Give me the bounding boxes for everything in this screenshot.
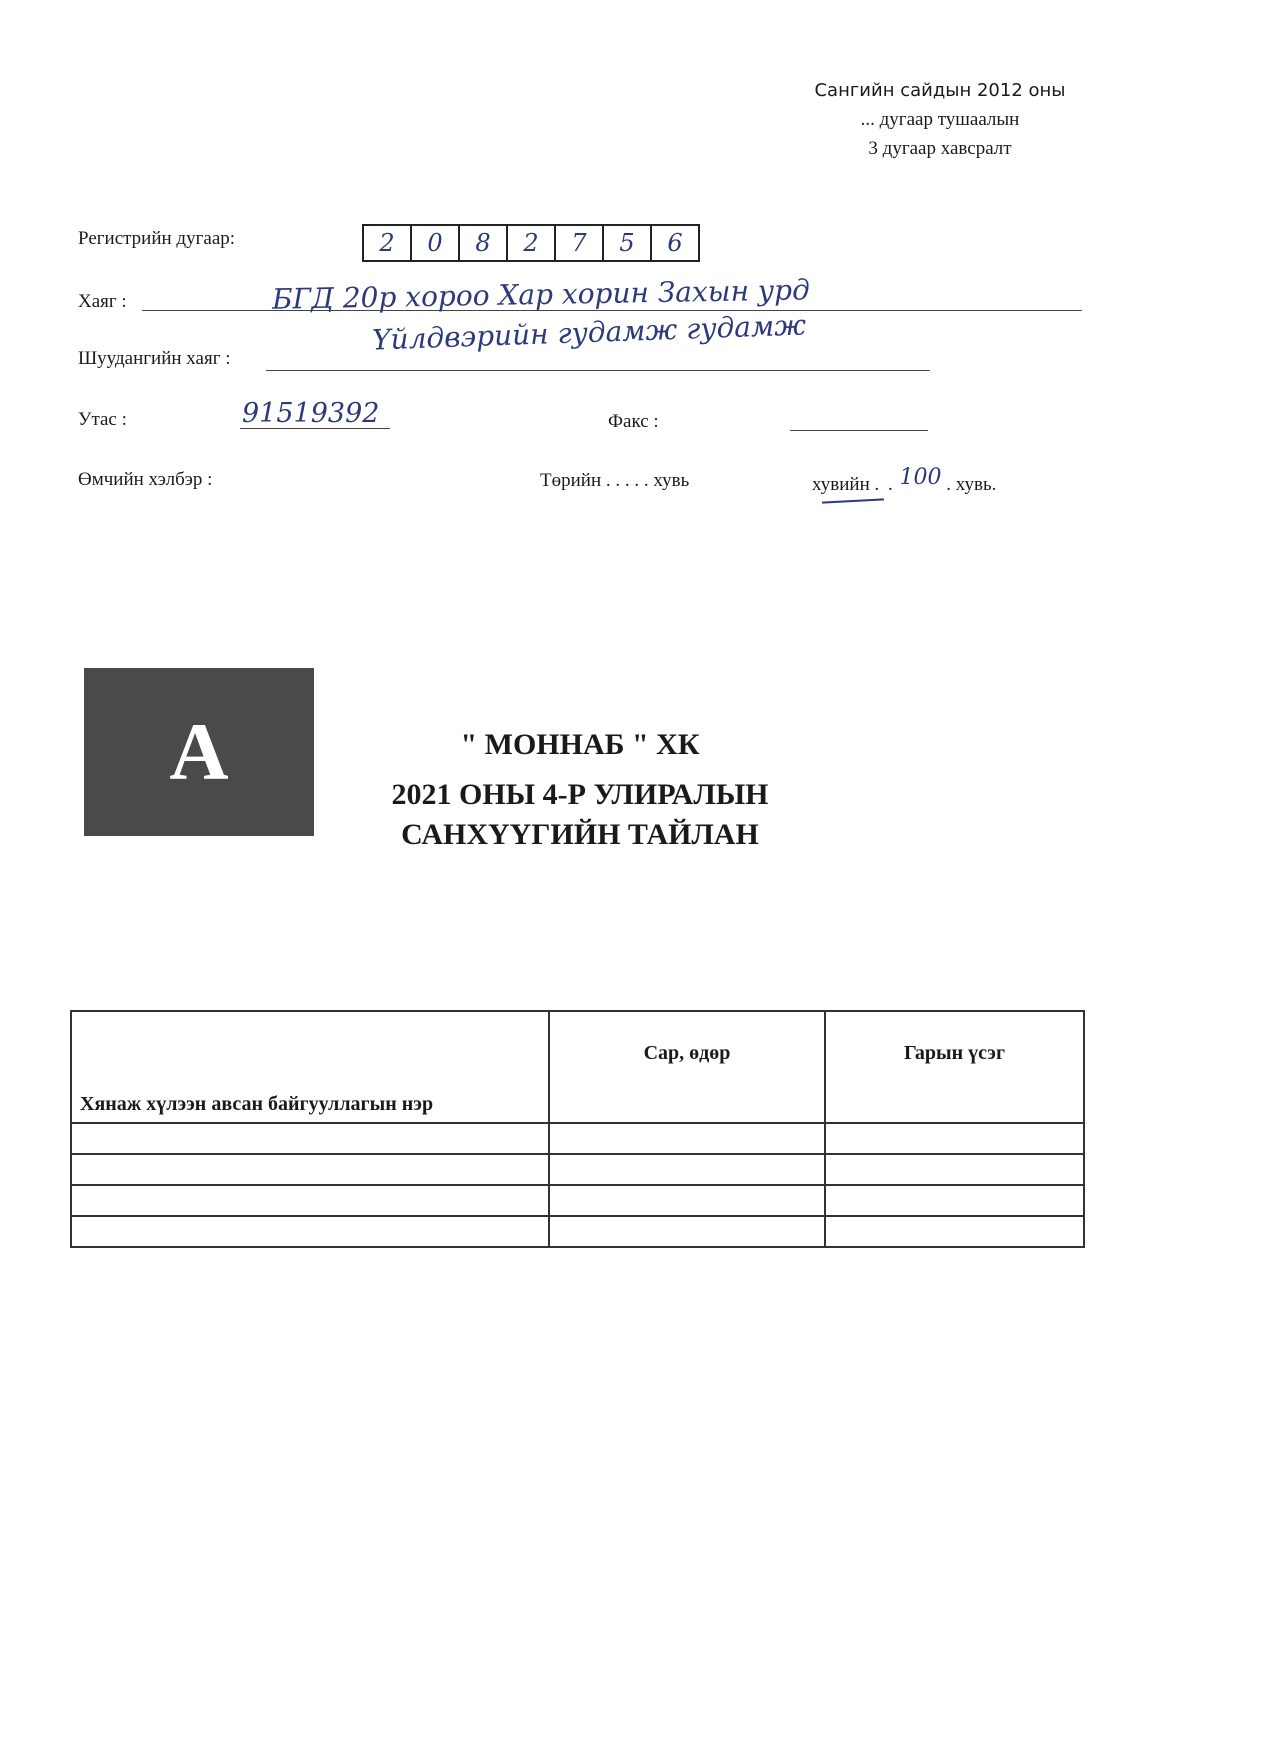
registration-digit-box: 0 bbox=[412, 226, 460, 260]
company-title: " МОННАБ " ХК bbox=[460, 728, 700, 761]
signature-cell bbox=[825, 1123, 1084, 1154]
address-value-line-1: БГД 20р хороо Хар хорин Захын урд bbox=[271, 273, 811, 316]
header-signature: Гарын үсэг bbox=[825, 1011, 1084, 1123]
ownership-private-suffix: . хувь. bbox=[946, 474, 997, 495]
report-type-title: САНХҮҮГИЙН ТАЙЛАН bbox=[401, 818, 759, 851]
report-badge bbox=[84, 668, 314, 836]
reviewer-cell bbox=[71, 1216, 549, 1247]
ownership-label: Өмчийн хэлбэр : bbox=[78, 469, 213, 490]
reviewer-cell bbox=[71, 1185, 549, 1216]
fax-label: Факс : bbox=[608, 411, 659, 432]
mail-address-underline bbox=[266, 370, 930, 371]
reviewer-cell bbox=[71, 1123, 549, 1154]
signature-cell bbox=[825, 1185, 1084, 1216]
header-date: Сар, өдөр bbox=[549, 1011, 825, 1123]
ownership-private-prefix: хувийн bbox=[812, 474, 870, 495]
date-cell bbox=[549, 1123, 825, 1154]
phone-value: 91519392 bbox=[242, 398, 380, 429]
fax-underline bbox=[790, 430, 928, 431]
order-line-1: Сангийн сайдын 2012 оны bbox=[814, 80, 1066, 101]
report-period-title: 2021 ОНЫ 4-Р УЛИРАЛЫН bbox=[391, 778, 769, 811]
registration-label: Регистрийн дугаар: bbox=[78, 228, 236, 249]
date-cell bbox=[549, 1154, 825, 1185]
date-cell bbox=[549, 1185, 825, 1216]
ownership-handwritten-stroke bbox=[822, 498, 884, 503]
review-table-header-row bbox=[71, 1011, 1084, 1123]
mail-address-label: Шуудангийн хаяг : bbox=[78, 348, 231, 369]
address-value-line-2: Үйлдвэрийн гудамж гудамж bbox=[371, 308, 807, 357]
address-label: Хаяг : bbox=[78, 291, 127, 312]
review-table bbox=[70, 1010, 1085, 1248]
reviewer-cell bbox=[71, 1154, 549, 1185]
registration-number-boxes bbox=[362, 224, 700, 262]
registration-digit-box: 2 bbox=[364, 226, 412, 260]
ownership-private-value: 100 bbox=[899, 465, 942, 490]
ownership-private-share: хувийн . . 100 . хувь. bbox=[812, 465, 997, 495]
registration-digit-box: 8 bbox=[460, 226, 508, 260]
report-badge-letter: А bbox=[169, 706, 229, 797]
ownership-state-share: Төрийн . . . . . хувь bbox=[540, 470, 690, 491]
table-row bbox=[71, 1216, 1084, 1247]
order-line-2: ... дугаар тушаалын bbox=[860, 109, 1020, 130]
table-row bbox=[71, 1185, 1084, 1216]
signature-cell bbox=[825, 1216, 1084, 1247]
order-annotation bbox=[790, 76, 1090, 163]
registration-digit-box: 5 bbox=[604, 226, 652, 260]
date-cell bbox=[549, 1216, 825, 1247]
table-row bbox=[71, 1154, 1084, 1185]
registration-digit-box: 6 bbox=[667, 229, 683, 257]
table-row bbox=[71, 1123, 1084, 1154]
header-reviewer-organization: Хянаж хүлээн авсан байгууллагын нэр bbox=[71, 1011, 549, 1123]
order-line-3: 3 дугаар хавсралт bbox=[868, 138, 1012, 159]
signature-cell bbox=[825, 1154, 1084, 1185]
phone-label: Утас : bbox=[78, 409, 127, 430]
registration-digit-box: 7 bbox=[556, 226, 604, 260]
registration-digit-box: 2 bbox=[508, 226, 556, 260]
